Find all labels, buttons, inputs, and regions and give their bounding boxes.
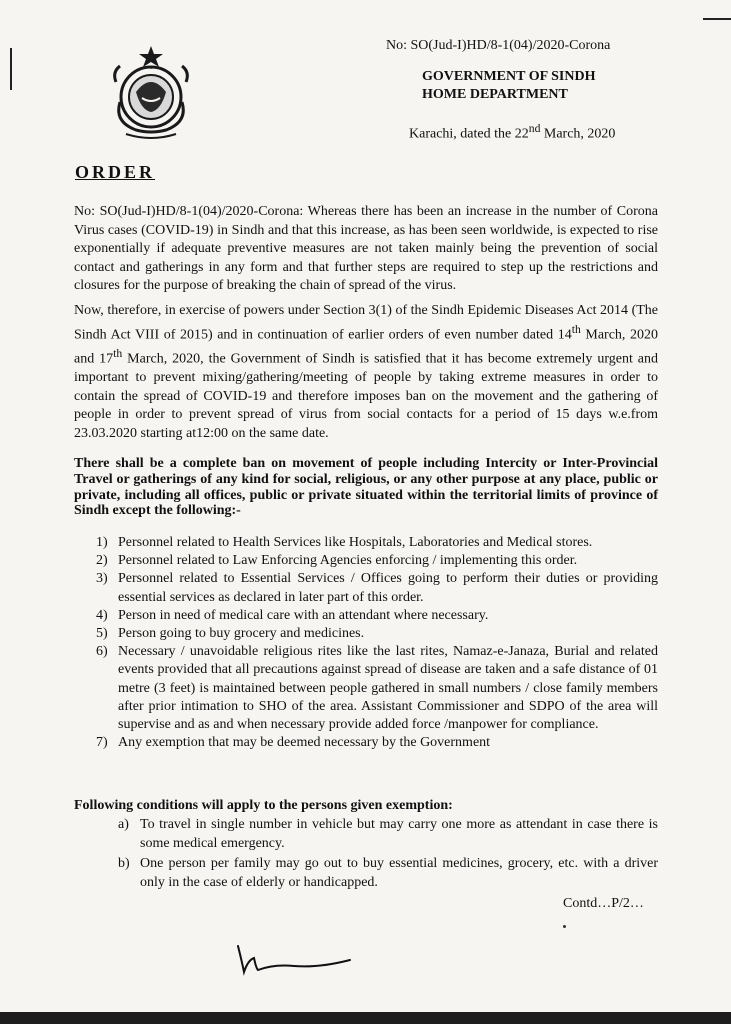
order-paragraph-now-therefore (74, 302, 658, 443)
ink-dot (563, 925, 566, 928)
list-item: 1) Personnel related to Health Services like Hospitals, Laboratories and Medical stores. (96, 535, 593, 550)
para2-part-a: Now, therefore, in exercise of powers under Section 3(1) of the Sindh Epidemic Diseases Act 2014 (The Sindh Act VIII of 2015) and in continuation of earlier orders of even number dated 14 (74, 303, 658, 343)
list-item: a) To travel in single number in vehicle but may carry one more as attendant in case there is some medical emergency. (118, 817, 658, 851)
list-item: 5) Person going to buy grocery and medicines. (96, 626, 365, 642)
para2-ordinal-1: th (571, 322, 581, 336)
exceptions-list (96, 534, 658, 752)
header-reference-number: No: SO(Jud-I)HD/8-1(04)/2020-Corona (386, 38, 611, 53)
signature-icon (234, 942, 354, 982)
department-name: HOME DEPARTMENT (422, 87, 568, 102)
list-item: 6) Necessary / unavoidable religious rites like the last rites, Namaz-e-Janaza, Burial and related events provided that all precautions against spread of disease are taken and a safe distance of 01 metre (3 feet) is maintained between people gathered in small numbers / close family members after prior intimation to SHO of the area. Assistant Commissioner and SDPO of the area will supervise and as and when necessary provide added force /manpower for compliance. (96, 644, 658, 733)
header-date (409, 122, 615, 143)
date-prefix: Karachi, dated the 22 (409, 126, 529, 142)
date-ordinal: nd (528, 122, 541, 135)
date-suffix: March, 2020 (540, 126, 616, 142)
photo-bottom-edge (0, 1012, 731, 1024)
conditions-heading: Following conditions will apply to the persons given exemption: (74, 798, 453, 813)
government-name: GOVERNMENT OF SINDH (422, 69, 596, 84)
order-title: ORDER (75, 162, 156, 182)
list-item: 7) Any exemption that may be deemed necessary by the Government (96, 735, 491, 751)
sindh-government-emblem-icon (106, 42, 196, 142)
para2-part-c: March, 2020, the Government of Sindh is satisfied that it has become extremely urgent and important to prevent mixing/gathering/meeting of people by taking extreme measures in order to contain the spread of COVID-19 and therefore imposes ban on the movement and the gathering of people in order to prevent spread of virus from social contacts for a period of 15 days w.e.from 23.03.2020 starting at12:00 on the same date. (74, 351, 658, 441)
order-paragraph-whereas: No: SO(Jud-I)HD/8-1(04)/2020-Corona: Whereas there has been an increase in the number of Corona Virus cases (COVID-19) in Sindh and that this increase, as has been seen worldwide, is expected to rise exponentially if adequate preventive measures are not taken mainly being the prevention of social contact and gatherings in any form and that further steps are required to step up the restrictions and closures for the purpose of breaking the chain of spread of the virus. (74, 204, 658, 294)
list-item: b) One person per family may go out to buy essential medicines, grocery, etc. with a driver only in the case of elderly or handicapped. (118, 856, 658, 890)
margin-mark (10, 48, 12, 90)
continued-note: Contd…P/2… (563, 896, 644, 911)
list-item: 3) Personnel related to Essential Services / Offices going to perform their duties or providing essential services as declared in later part of this order. (96, 571, 658, 605)
para2-ordinal-2: th (113, 346, 123, 360)
para2-part-b: March, 2020 and 17 (74, 327, 658, 367)
list-item: 2) Personnel related to Law Enforcing Agencies enforcing / implementing this order. (96, 553, 578, 569)
conditions-list (118, 816, 658, 894)
order-paragraph-ban: There shall be a complete ban on movement of people including Intercity or Inter-Provincial Travel or gatherings of any kind for social, religious, or any other purpose at any place, public or private, including all offices, public or private situated within the territorial limits of province of Sindh except the following:- (74, 456, 658, 519)
header-issuer (422, 68, 595, 104)
corner-mark (703, 18, 731, 20)
list-item: 4) Person in need of medical care with an attendant where necessary. (96, 607, 489, 623)
